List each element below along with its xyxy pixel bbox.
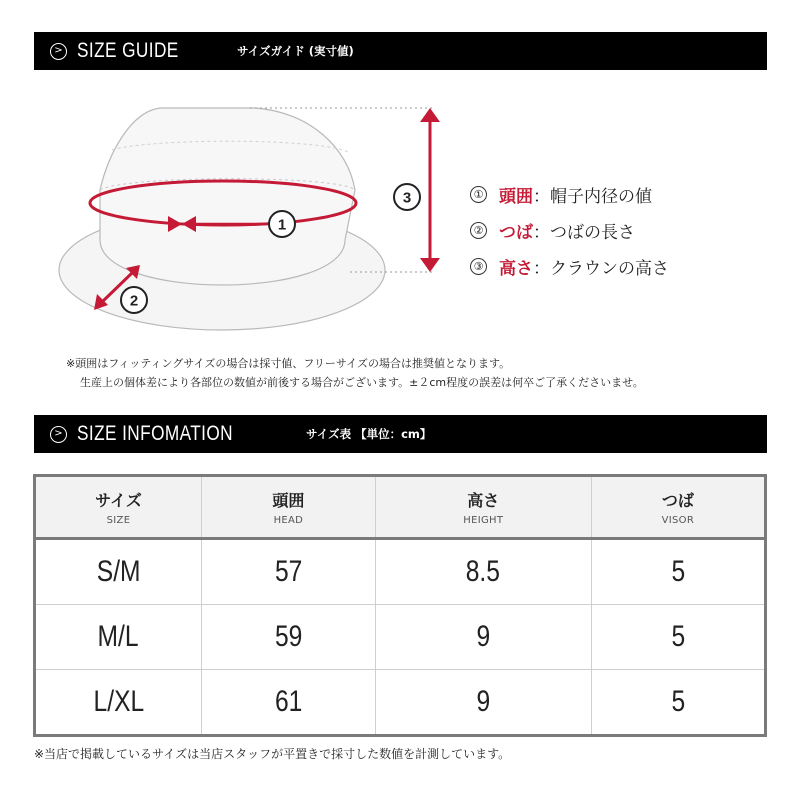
legend-desc: ：クラウンの高さ xyxy=(533,259,669,279)
legend-desc: ：帽子内径の値 xyxy=(533,187,652,207)
legend-number: ① xyxy=(470,186,487,203)
cell-visor: 5 xyxy=(591,605,765,670)
marker-3 xyxy=(394,184,420,210)
size-table xyxy=(33,474,767,737)
cell-size: M/L xyxy=(35,605,202,670)
header-height: 高さ HEIGHT xyxy=(375,476,591,539)
marker-1 xyxy=(269,211,295,237)
size-guide-header xyxy=(34,32,767,70)
size-guide-title: SIZE GUIDE xyxy=(77,39,179,62)
header-head: 頭囲 HEAD xyxy=(202,476,376,539)
cell-size: S/M xyxy=(35,539,202,605)
table-row xyxy=(35,670,766,736)
header-size: サイズ SIZE xyxy=(35,476,202,539)
svg-text:1: 1 xyxy=(277,216,287,234)
table-row xyxy=(35,605,766,670)
note-line-2: 生産上の個体差により各部位の数値が前後する場合がございます。±２cm程度の誤差は何卒ご了承くださいませ。 xyxy=(80,376,644,389)
hat-diagram xyxy=(50,100,450,340)
cell-height: 9 xyxy=(375,605,591,670)
size-guide-subtitle: サイズガイド (実寸値) xyxy=(237,44,354,58)
size-info-title: SIZE INFOMATION xyxy=(77,422,234,445)
cell-height: 8.5 xyxy=(375,539,591,605)
cell-visor: 5 xyxy=(591,539,765,605)
hat-crown xyxy=(100,108,355,285)
cell-head: 59 xyxy=(202,605,376,670)
chevron-circle-icon: > xyxy=(50,426,67,443)
footer-note: ※当店で掲載しているサイズは当店スタッフが平置きで採寸した数値を計測しています。 xyxy=(34,747,511,761)
cell-visor: 5 xyxy=(591,670,765,736)
legend-number: ② xyxy=(470,222,487,239)
header-visor: つば VISOR xyxy=(591,476,765,539)
legend-term: つば xyxy=(499,223,533,243)
size-info-subtitle: サイズ表 【単位：cm】 xyxy=(306,427,432,441)
legend-desc: ：つばの長さ xyxy=(533,223,635,243)
legend-term: 高さ xyxy=(499,259,533,279)
table-header-row xyxy=(35,476,766,539)
legend-term: 頭囲 xyxy=(499,187,533,207)
size-info-header xyxy=(34,415,767,453)
legend-item-height xyxy=(470,254,669,279)
marker-2 xyxy=(121,287,147,313)
cell-size: L/XL xyxy=(35,670,202,736)
cell-head: 61 xyxy=(202,670,376,736)
legend-item-head xyxy=(470,182,652,207)
svg-text:3: 3 xyxy=(402,189,412,207)
svg-text:2: 2 xyxy=(129,292,139,310)
chevron-circle-icon: > xyxy=(50,43,67,60)
cell-height: 9 xyxy=(375,670,591,736)
note-line-1: ※頭囲はフィッティングサイズの場合は採寸値、フリーサイズの場合は推奨値となります。 xyxy=(66,357,511,370)
cell-head: 57 xyxy=(202,539,376,605)
legend-item-visor xyxy=(470,218,635,243)
legend-number: ③ xyxy=(470,258,487,275)
table-row xyxy=(35,539,766,605)
